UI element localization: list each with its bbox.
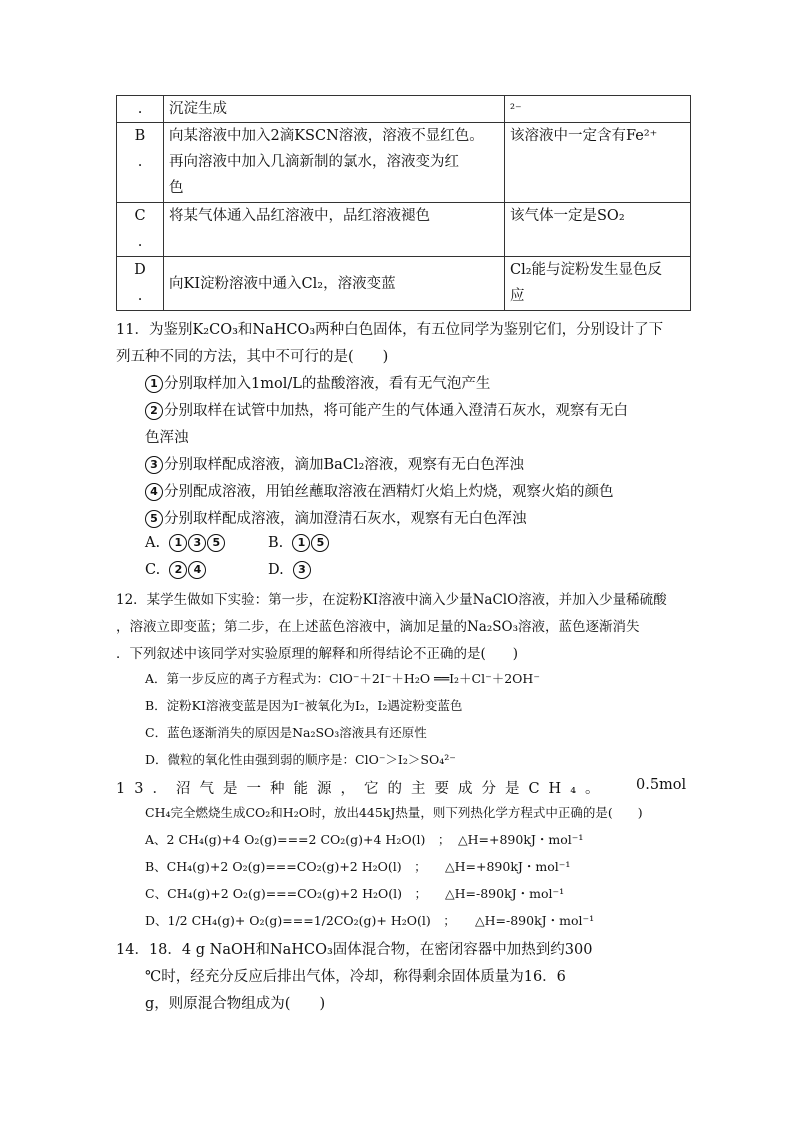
procedure-cell (164, 203, 505, 257)
q12-stem-line-1: 12．某学生做如下实验：第一步，在淀粉KI溶液中滴入少量NaClO溶液，并加入少量稀硫酸 (116, 592, 667, 608)
circled-number: 4 (188, 561, 206, 579)
q14-line-3: g，则原混合物组成为( ) (145, 996, 326, 1012)
circled-number: 5 (207, 534, 225, 552)
q11-option-b (268, 534, 330, 552)
q14-line-1: 14．18．4 g NaOH和NaHCO₃固体混合物，在密闭容器中加热到约300 (116, 942, 593, 958)
q13-option-b-dh: △H=+890kJ・mol⁻¹ (445, 859, 571, 874)
circled-number: 3 (293, 561, 311, 579)
conclusion-text: Cl₂能与淀粉发生显色反 (510, 262, 663, 278)
option-letter: B (134, 128, 146, 144)
procedure-text: 再向溶液中加入几滴新制的氯水，溶液变为红 (169, 154, 459, 170)
circled-number: 5 (145, 510, 163, 528)
circled-number: 3 (145, 456, 163, 474)
circled-number: 1 (145, 375, 163, 393)
circled-number: 1 (169, 534, 187, 552)
q12-option-d: D．微粒的氧化性由强到弱的顺序是：ClO⁻＞I₂＞SO₄²⁻ (145, 752, 456, 767)
q13-option-d-equation: D、1/2 CH₄(g)+ O₂(g)===1/2CO₂(g)+ H₂O(l) ； (145, 913, 456, 928)
q11-method-2 (145, 399, 628, 420)
conclusion-cell (505, 123, 691, 203)
procedure-text: 沉淀生成 (169, 101, 227, 117)
experiment-table (116, 95, 691, 311)
method-text: 分别取样配成溶液，滴加澄清石灰水，观察有无白色浑浊 (164, 511, 527, 527)
option-letter: D (134, 262, 146, 278)
q13-option-a-dh: △H=+890kJ・mol⁻¹ (458, 832, 584, 847)
procedure-cell (164, 123, 505, 203)
option-dot: . (137, 288, 143, 304)
procedure-cell (164, 257, 505, 311)
conclusion-cell (505, 96, 691, 123)
circled-number: 3 (188, 534, 206, 552)
q11-method-4 (145, 480, 614, 501)
option-cell (117, 123, 164, 203)
table-row (117, 96, 691, 123)
option-dot: . (137, 101, 143, 117)
procedure-text: 向KI淀粉溶液中通入Cl₂，溶液变蓝 (169, 276, 396, 292)
table-row (117, 123, 691, 203)
method-text: 分别取样在试管中加热，将可能产生的气体通入澄清石灰水，观察有无白 (164, 403, 628, 419)
option-cell (117, 257, 164, 311)
conclusion-cell (505, 203, 691, 257)
q13-option-c-dh: △H=-890kJ・mol⁻¹ (445, 886, 565, 901)
q13-stem-line-2: CH₄完全燃烧生成CO₂和H₂O时，放出445kJ热量，则下列热化学方程式中正确的是( ) (145, 805, 643, 820)
q12-option-a: A．第一步反应的离子方程式为：ClO⁻＋2I⁻＋H₂O ══I₂＋Cl⁻＋2OH⁻ (145, 671, 540, 686)
option-cell (117, 203, 164, 257)
q13-option-b-equation: B、CH₄(g)+2 O₂(g)===CO₂(g)+2 H₂O(l) ； (145, 859, 427, 874)
q11-stem-line-2: 列五种不同的方法，其中不可行的是( ) (116, 349, 389, 365)
option-dot: . (137, 234, 143, 250)
conclusion-cell (505, 257, 691, 311)
q12-stem-line-3: ．下列叙述中该同学对实验原理的解释和所得结论不正确的是( ) (116, 646, 519, 662)
conclusion-text: 应 (510, 288, 525, 304)
q11-option-c (145, 561, 207, 579)
option-label: C. (145, 562, 161, 578)
q11-method-2-cont: 色浑浊 (145, 430, 189, 446)
q11-method-5 (145, 507, 527, 528)
procedure-text: 将某气体通入品红溶液中，品红溶液褪色 (169, 208, 430, 224)
conclusion-text: 该溶液中一定含有Fe²⁺ (510, 128, 658, 144)
conclusion-text: ²⁻ (510, 101, 522, 116)
procedure-cell (164, 96, 505, 123)
q13-stem-line-1: 13．沼气是一种能源，它的主要成分是CH₄。 (116, 781, 609, 797)
option-label: B. (268, 535, 284, 551)
option-label: D. (268, 562, 284, 578)
table-row (117, 257, 691, 311)
method-text: 分别取样配成溶液，滴加BaCl₂溶液，观察有无白色浑浊 (164, 457, 524, 473)
procedure-text (169, 257, 499, 271)
q12-stem-line-2: ，溶液立即变蓝；第二步，在上述蓝色溶液中，滴加足量的Na₂SO₃溶液，蓝色逐渐消失 (116, 619, 640, 635)
q11-method-1 (145, 372, 490, 393)
circled-number: 2 (145, 402, 163, 420)
procedure-text: 向某溶液中加入2滴KSCN溶液，溶液不显红色。 (169, 128, 484, 144)
option-letter: C (134, 208, 146, 224)
q14-line-2: ℃时，经充分反应后排出气体，冷却，称得剩余固体质量为16．6 (145, 969, 566, 985)
circled-number: 2 (169, 561, 187, 579)
q11-stem-line-1: 11．为鉴别K₂CO₃和NaHCO₃两种白色固体，有五位同学为鉴别它们，分别设计了下 (116, 322, 664, 338)
method-text: 分别配成溶液，用铂丝蘸取溶液在酒精灯火焰上灼烧，观察火焰的颜色 (164, 484, 614, 500)
q11-option-a (145, 534, 226, 552)
circled-number: 5 (311, 534, 329, 552)
option-label: A. (145, 535, 161, 551)
q12-option-b: B．淀粉KI溶液变蓝是因为I⁻被氧化为I₂，I₂遇淀粉变蓝色 (145, 698, 463, 713)
method-text: 分别取样加入1mol/L的盐酸溶液，看有无气泡产生 (164, 376, 491, 392)
q13-option-d-dh: △H=-890kJ・mol⁻¹ (475, 913, 595, 928)
option-dot: . (137, 154, 143, 170)
option-cell (117, 96, 164, 123)
q11-method-3 (145, 453, 524, 474)
conclusion-text: 该气体一定是SO₂ (510, 208, 625, 224)
circled-number: 4 (145, 483, 163, 501)
table-row (117, 203, 691, 257)
q13-option-a-equation: A、2 CH₄(g)+4 O₂(g)===2 CO₂(g)+4 H₂O(l) ； (145, 832, 451, 847)
q12-option-c: C．蓝色逐渐消失的原因是Na₂SO₃溶液具有还原性 (145, 725, 427, 740)
q13-stem-amount: 0.5mol (636, 777, 687, 793)
procedure-text: 色 (169, 180, 184, 196)
q11-option-d (268, 561, 312, 579)
q13-option-c-equation: C、CH₄(g)+2 O₂(g)===CO₂(g)+2 H₂O(l) ； (145, 886, 428, 901)
circled-number: 1 (292, 534, 310, 552)
